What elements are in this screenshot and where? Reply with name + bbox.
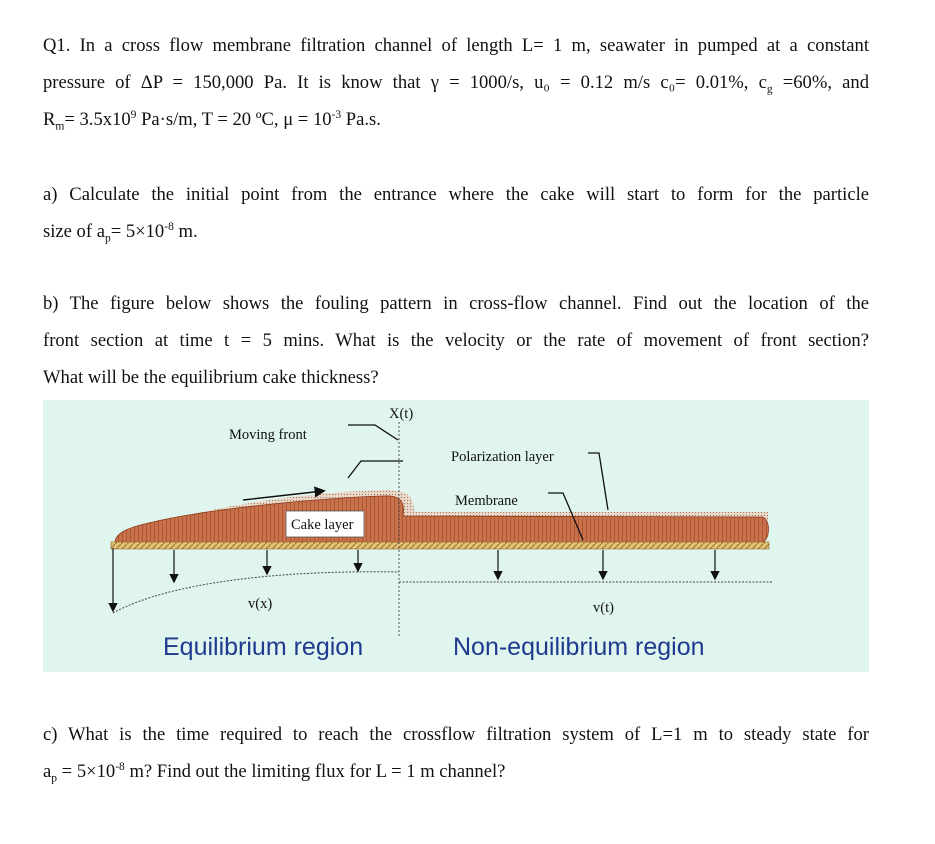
moving-front-label: Moving front	[229, 427, 307, 443]
membrane-band	[111, 542, 769, 549]
question-q1	[43, 27, 869, 138]
membrane-label: Membrane	[455, 493, 518, 509]
part-a-line-2: size of $a_p= 5\times 10^{-8}$ m.	[43, 220, 198, 245]
vx-label: v(x)	[248, 596, 273, 612]
part-c-line-1: c) What is the time required to reach the crossflow filtration system of L=1 m to steady state for	[43, 724, 869, 745]
part-a-line-1: a) Calculate the initial point from the entrance where the cake will start to form for the particle	[43, 184, 869, 205]
vt-label: v(t)	[593, 600, 614, 616]
non-equilibrium-region-label: Non-equilibrium region	[453, 633, 705, 661]
part-c-line-2: $a_p = 5\times 10^{-8}$ m? Find out the limiting flux for L = 1 m channel?	[43, 760, 506, 785]
q1-line-2: pressure of ΔP = 150,000 Pa. It is know that γ = 1000/s, u₀ = 0.12 m/s c₀= 0.01%, $c_g =60\%$, and	[43, 72, 869, 96]
xt-label: X(t)	[389, 406, 414, 422]
polarization-layer-label: Polarization layer	[451, 449, 554, 465]
q1-line-1: Q1. In a cross flow membrane filtration channel of length L= 1 m, seawater in pumped at a constant	[43, 35, 869, 56]
question-part-b	[43, 285, 869, 396]
equilibrium-region-label: Equilibrium region	[163, 633, 364, 661]
part-b-line-1: b) The figure below shows the fouling pattern in cross-flow channel. Find out the location of the	[43, 293, 869, 314]
fouling-pattern-figure	[43, 400, 869, 672]
part-b-line-2: front section at time t = 5 mins. What is the velocity or the rate of movement of front section?	[43, 330, 869, 351]
q1-line-3: $R_m= 3.5x10^9$ Pa·s/m, T = 20 ºC, $\mu = 10^{-3}$ Pa.s.	[43, 108, 381, 133]
question-part-a	[43, 176, 869, 250]
question-part-c	[43, 716, 869, 790]
cake-layer-label: Cake layer	[291, 517, 354, 533]
part-b-line-3: What will be the equilibrium cake thickness?	[43, 367, 379, 388]
